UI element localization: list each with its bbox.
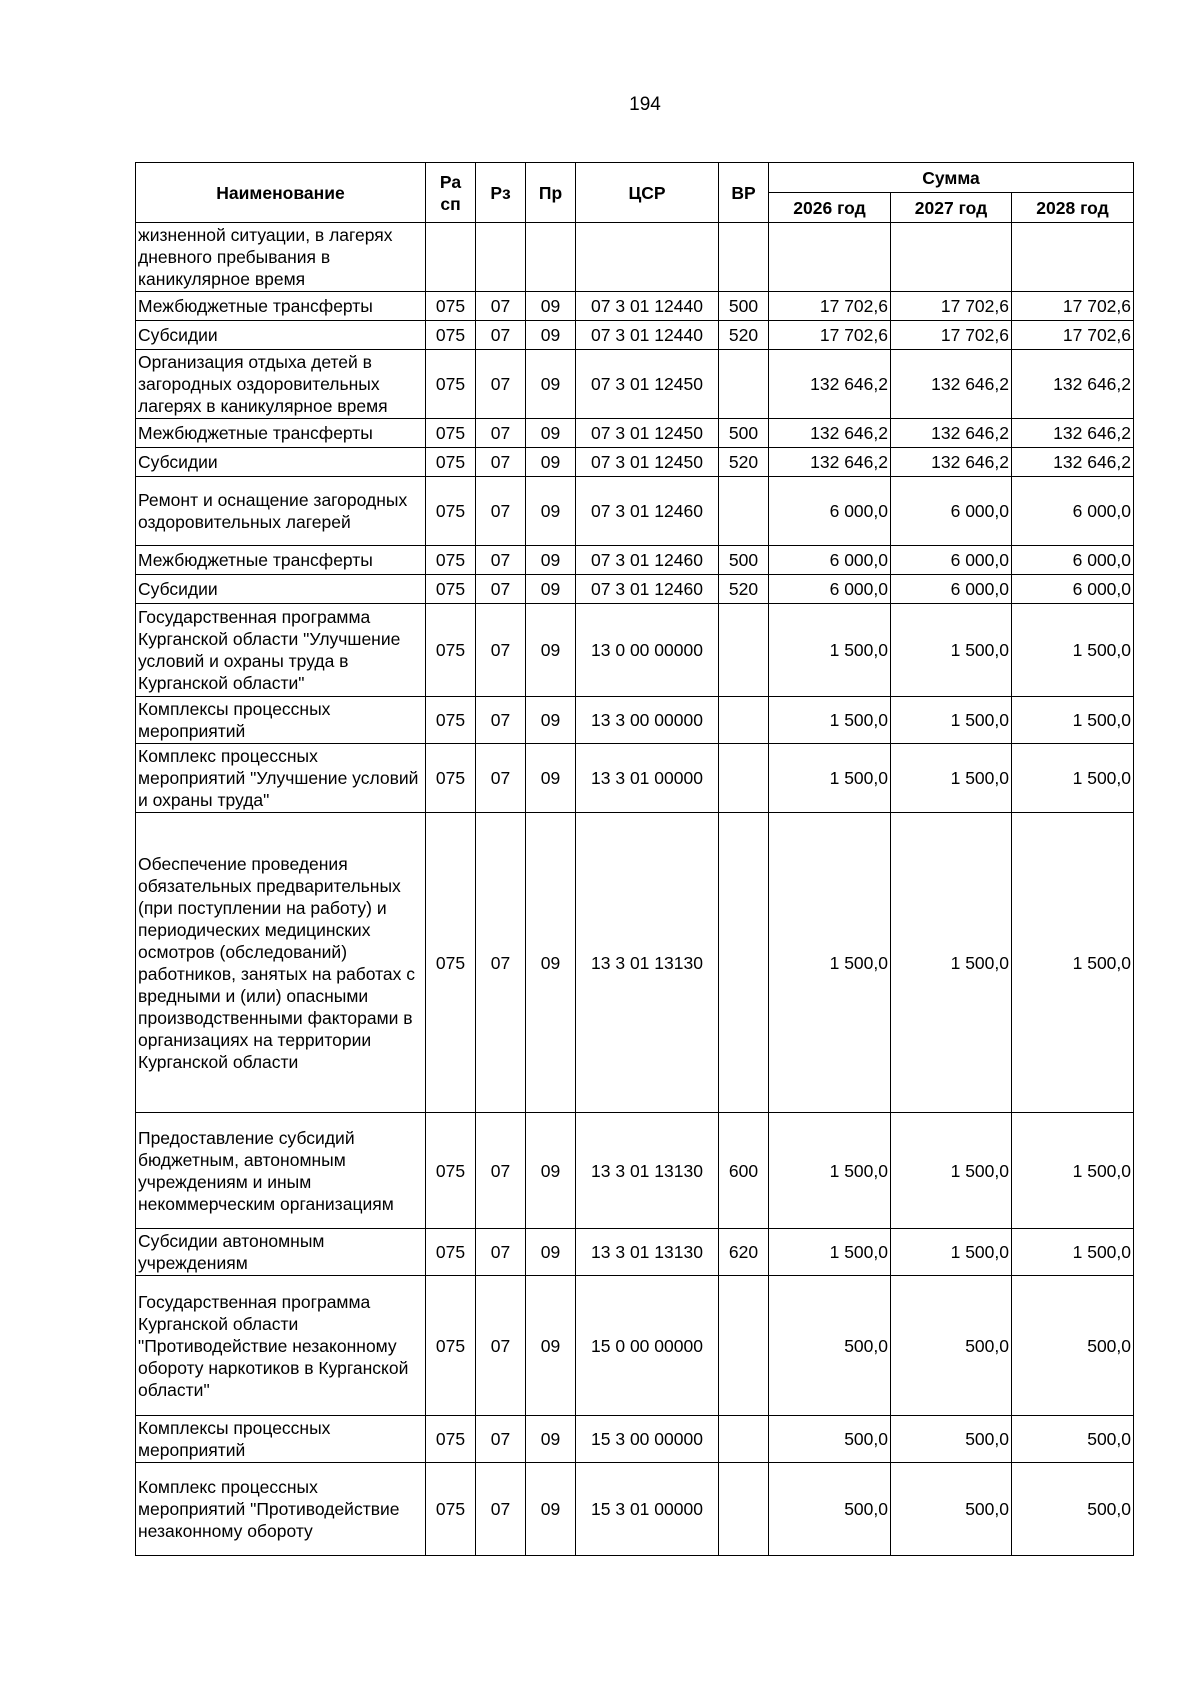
cell-sum-2027: 1 500,0 <box>891 604 1012 697</box>
cell-rz: 07 <box>476 546 526 575</box>
page-number: 194 <box>629 94 661 115</box>
cell-name: Субсидии <box>136 321 426 350</box>
cell-sum-2026: 1 500,0 <box>769 813 891 1113</box>
cell-sum-2027: 1 500,0 <box>891 1113 1012 1229</box>
cell-pr: 09 <box>526 744 576 813</box>
cell-sum-2028: 6 000,0 <box>1012 575 1134 604</box>
table-row <box>136 546 1134 575</box>
cell-csr: 13 3 00 00000 <box>576 697 719 744</box>
cell-sum-2027: 132 646,2 <box>891 350 1012 419</box>
cell-sum-2026: 132 646,2 <box>769 419 891 448</box>
cell-vr: 600 <box>719 1113 769 1229</box>
table-row <box>136 350 1134 419</box>
cell-csr: 13 3 01 00000 <box>576 744 719 813</box>
cell-csr: 15 3 00 00000 <box>576 1416 719 1463</box>
header-csr: ЦСР <box>576 163 719 223</box>
cell-sum-2026: 132 646,2 <box>769 448 891 477</box>
header-name: Наименование <box>136 163 426 223</box>
cell-rasp: 075 <box>426 546 476 575</box>
cell-rz: 07 <box>476 604 526 697</box>
cell-vr: 520 <box>719 321 769 350</box>
cell-sum-2026: 6 000,0 <box>769 575 891 604</box>
cell-rz: 07 <box>476 350 526 419</box>
cell-pr: 09 <box>526 575 576 604</box>
cell-rasp: 075 <box>426 1113 476 1229</box>
cell-vr <box>719 477 769 546</box>
cell-pr: 09 <box>526 477 576 546</box>
cell-rz: 07 <box>476 1113 526 1229</box>
cell-sum-2026: 1 500,0 <box>769 744 891 813</box>
cell-rasp: 075 <box>426 477 476 546</box>
cell-sum-2027 <box>891 223 1012 292</box>
cell-csr: 13 3 01 13130 <box>576 813 719 1113</box>
cell-rasp: 075 <box>426 697 476 744</box>
cell-csr: 07 3 01 12460 <box>576 546 719 575</box>
cell-sum-2027: 6 000,0 <box>891 546 1012 575</box>
cell-csr: 07 3 01 12440 <box>576 292 719 321</box>
cell-sum-2027: 132 646,2 <box>891 419 1012 448</box>
cell-pr: 09 <box>526 1276 576 1416</box>
cell-vr <box>719 1276 769 1416</box>
table-row <box>136 1113 1134 1229</box>
cell-rasp: 075 <box>426 813 476 1113</box>
cell-sum-2028: 1 500,0 <box>1012 1229 1134 1276</box>
cell-pr: 09 <box>526 350 576 419</box>
cell-sum-2026 <box>769 223 891 292</box>
cell-pr: 09 <box>526 697 576 744</box>
cell-vr <box>719 744 769 813</box>
cell-sum-2027: 132 646,2 <box>891 448 1012 477</box>
cell-sum-2027: 1 500,0 <box>891 697 1012 744</box>
cell-name: Ремонт и оснащение загородных оздоровительных лагерей <box>136 477 426 546</box>
cell-vr <box>719 697 769 744</box>
cell-name: Государственная программа Курганской области "Улучшение условий и охраны труда в Курганской области" <box>136 604 426 697</box>
table-row <box>136 1463 1134 1556</box>
table-row <box>136 575 1134 604</box>
cell-pr <box>526 223 576 292</box>
cell-name: Организация отдыха детей в загородных оздоровительных лагерях в каникулярное время <box>136 350 426 419</box>
cell-pr: 09 <box>526 813 576 1113</box>
cell-sum-2028: 132 646,2 <box>1012 448 1134 477</box>
cell-rasp: 075 <box>426 350 476 419</box>
header-vr: ВР <box>719 163 769 223</box>
cell-csr: 15 3 01 00000 <box>576 1463 719 1556</box>
cell-rz: 07 <box>476 813 526 1113</box>
cell-pr: 09 <box>526 1416 576 1463</box>
cell-pr: 09 <box>526 604 576 697</box>
cell-sum-2026: 6 000,0 <box>769 546 891 575</box>
cell-vr: 620 <box>719 1229 769 1276</box>
cell-sum-2028: 500,0 <box>1012 1463 1134 1556</box>
cell-pr: 09 <box>526 1113 576 1229</box>
cell-sum-2027: 17 702,6 <box>891 292 1012 321</box>
cell-rz: 07 <box>476 321 526 350</box>
cell-csr: 07 3 01 12450 <box>576 419 719 448</box>
cell-rz: 07 <box>476 448 526 477</box>
cell-rz: 07 <box>476 1416 526 1463</box>
cell-rasp: 075 <box>426 419 476 448</box>
cell-csr: 15 0 00 00000 <box>576 1276 719 1416</box>
cell-pr: 09 <box>526 292 576 321</box>
cell-pr: 09 <box>526 1229 576 1276</box>
cell-vr <box>719 223 769 292</box>
table-row <box>136 1276 1134 1416</box>
cell-sum-2027: 6 000,0 <box>891 575 1012 604</box>
table-row <box>136 292 1134 321</box>
cell-rasp: 075 <box>426 321 476 350</box>
cell-csr: 07 3 01 12460 <box>576 477 719 546</box>
cell-name: жизненной ситуации, в лагерях дневного пребывания в каникулярное время <box>136 223 426 292</box>
table-body <box>136 223 1134 1556</box>
cell-name: Межбюджетные трансферты <box>136 292 426 321</box>
cell-vr: 520 <box>719 575 769 604</box>
cell-sum-2027: 500,0 <box>891 1416 1012 1463</box>
cell-pr: 09 <box>526 321 576 350</box>
table-row <box>136 1229 1134 1276</box>
cell-sum-2026: 500,0 <box>769 1276 891 1416</box>
header-rz: Рз <box>476 163 526 223</box>
cell-name: Комплексы процессных мероприятий <box>136 697 426 744</box>
cell-sum-2028: 500,0 <box>1012 1416 1134 1463</box>
cell-csr: 13 3 01 13130 <box>576 1113 719 1229</box>
table-row <box>136 477 1134 546</box>
cell-sum-2027: 1 500,0 <box>891 744 1012 813</box>
cell-sum-2026: 1 500,0 <box>769 604 891 697</box>
cell-csr <box>576 223 719 292</box>
cell-name: Субсидии автономным учреждениям <box>136 1229 426 1276</box>
cell-csr: 07 3 01 12450 <box>576 350 719 419</box>
table-row <box>136 813 1134 1113</box>
cell-sum-2026: 1 500,0 <box>769 697 891 744</box>
cell-rasp: 075 <box>426 744 476 813</box>
cell-sum-2026: 17 702,6 <box>769 321 891 350</box>
cell-rasp <box>426 223 476 292</box>
cell-sum-2028: 1 500,0 <box>1012 1113 1134 1229</box>
header-year-2027: 2027 год <box>891 193 1012 223</box>
header-sum: Сумма <box>769 163 1134 193</box>
cell-sum-2026: 17 702,6 <box>769 292 891 321</box>
cell-rasp: 075 <box>426 604 476 697</box>
cell-sum-2028: 6 000,0 <box>1012 546 1134 575</box>
table-row <box>136 321 1134 350</box>
cell-pr: 09 <box>526 546 576 575</box>
cell-rz: 07 <box>476 477 526 546</box>
cell-name: Комплекс процессных мероприятий "Противодействие незаконному обороту <box>136 1463 426 1556</box>
cell-csr: 07 3 01 12440 <box>576 321 719 350</box>
table-row <box>136 1416 1134 1463</box>
cell-sum-2028: 17 702,6 <box>1012 321 1134 350</box>
cell-sum-2028: 132 646,2 <box>1012 350 1134 419</box>
cell-rz: 07 <box>476 1276 526 1416</box>
cell-vr: 500 <box>719 419 769 448</box>
cell-rasp: 075 <box>426 1416 476 1463</box>
cell-rz: 07 <box>476 697 526 744</box>
cell-sum-2027: 1 500,0 <box>891 1229 1012 1276</box>
cell-vr <box>719 813 769 1113</box>
cell-sum-2028: 1 500,0 <box>1012 697 1134 744</box>
cell-sum-2028 <box>1012 223 1134 292</box>
table-header <box>136 163 1134 223</box>
cell-sum-2026: 132 646,2 <box>769 350 891 419</box>
cell-name: Субсидии <box>136 575 426 604</box>
cell-sum-2028: 1 500,0 <box>1012 604 1134 697</box>
cell-rasp: 075 <box>426 575 476 604</box>
table-row <box>136 744 1134 813</box>
cell-name: Субсидии <box>136 448 426 477</box>
cell-rasp: 075 <box>426 1463 476 1556</box>
cell-sum-2026: 6 000,0 <box>769 477 891 546</box>
cell-rz: 07 <box>476 1463 526 1556</box>
cell-name: Предоставление субсидий бюджетным, автономным учреждениям и иным некоммерческим организациям <box>136 1113 426 1229</box>
cell-sum-2027: 6 000,0 <box>891 477 1012 546</box>
cell-rasp: 075 <box>426 1229 476 1276</box>
header-year-2028: 2028 год <box>1012 193 1134 223</box>
table-row <box>136 604 1134 697</box>
cell-sum-2026: 1 500,0 <box>769 1229 891 1276</box>
cell-csr: 07 3 01 12450 <box>576 448 719 477</box>
header-year-2026: 2026 год <box>769 193 891 223</box>
cell-sum-2028: 132 646,2 <box>1012 419 1134 448</box>
cell-csr: 07 3 01 12460 <box>576 575 719 604</box>
cell-name: Государственная программа Курганской области "Противодействие незаконному обороту наркотиков в Курганской области" <box>136 1276 426 1416</box>
cell-vr <box>719 1463 769 1556</box>
cell-vr: 520 <box>719 448 769 477</box>
cell-rz <box>476 223 526 292</box>
cell-sum-2028: 1 500,0 <box>1012 813 1134 1113</box>
cell-sum-2026: 1 500,0 <box>769 1113 891 1229</box>
cell-name: Межбюджетные трансферты <box>136 546 426 575</box>
cell-vr: 500 <box>719 546 769 575</box>
cell-rasp: 075 <box>426 448 476 477</box>
cell-sum-2026: 500,0 <box>769 1416 891 1463</box>
header-pr: Пр <box>526 163 576 223</box>
cell-sum-2028: 500,0 <box>1012 1276 1134 1416</box>
cell-sum-2026: 500,0 <box>769 1463 891 1556</box>
cell-sum-2027: 500,0 <box>891 1276 1012 1416</box>
cell-pr: 09 <box>526 419 576 448</box>
cell-sum-2028: 17 702,6 <box>1012 292 1134 321</box>
cell-vr <box>719 604 769 697</box>
cell-csr: 13 0 00 00000 <box>576 604 719 697</box>
cell-rasp: 075 <box>426 1276 476 1416</box>
cell-name: Обеспечение проведения обязательных предварительных (при поступлении на работу) и периодических медицинских осмотров (обследований) работников, занятых на работах с вредными и (или) опасными производственными факторами в организациях на территории Курганской области <box>136 813 426 1113</box>
cell-rz: 07 <box>476 1229 526 1276</box>
table-row <box>136 448 1134 477</box>
cell-vr: 500 <box>719 292 769 321</box>
header-rasp: Ра сп <box>426 163 476 223</box>
cell-vr <box>719 1416 769 1463</box>
cell-sum-2027: 500,0 <box>891 1463 1012 1556</box>
cell-name: Комплексы процессных мероприятий <box>136 1416 426 1463</box>
table-row <box>136 419 1134 448</box>
table-row <box>136 697 1134 744</box>
cell-name: Комплекс процессных мероприятий "Улучшение условий и охраны труда" <box>136 744 426 813</box>
cell-rz: 07 <box>476 419 526 448</box>
cell-rasp: 075 <box>426 292 476 321</box>
cell-rz: 07 <box>476 744 526 813</box>
cell-sum-2027: 17 702,6 <box>891 321 1012 350</box>
cell-rz: 07 <box>476 575 526 604</box>
cell-pr: 09 <box>526 1463 576 1556</box>
cell-pr: 09 <box>526 448 576 477</box>
cell-sum-2028: 6 000,0 <box>1012 477 1134 546</box>
cell-rz: 07 <box>476 292 526 321</box>
budget-table <box>135 162 1134 1556</box>
cell-sum-2027: 1 500,0 <box>891 813 1012 1113</box>
cell-vr <box>719 350 769 419</box>
cell-csr: 13 3 01 13130 <box>576 1229 719 1276</box>
cell-name: Межбюджетные трансферты <box>136 419 426 448</box>
cell-sum-2028: 1 500,0 <box>1012 744 1134 813</box>
table-row <box>136 223 1134 292</box>
